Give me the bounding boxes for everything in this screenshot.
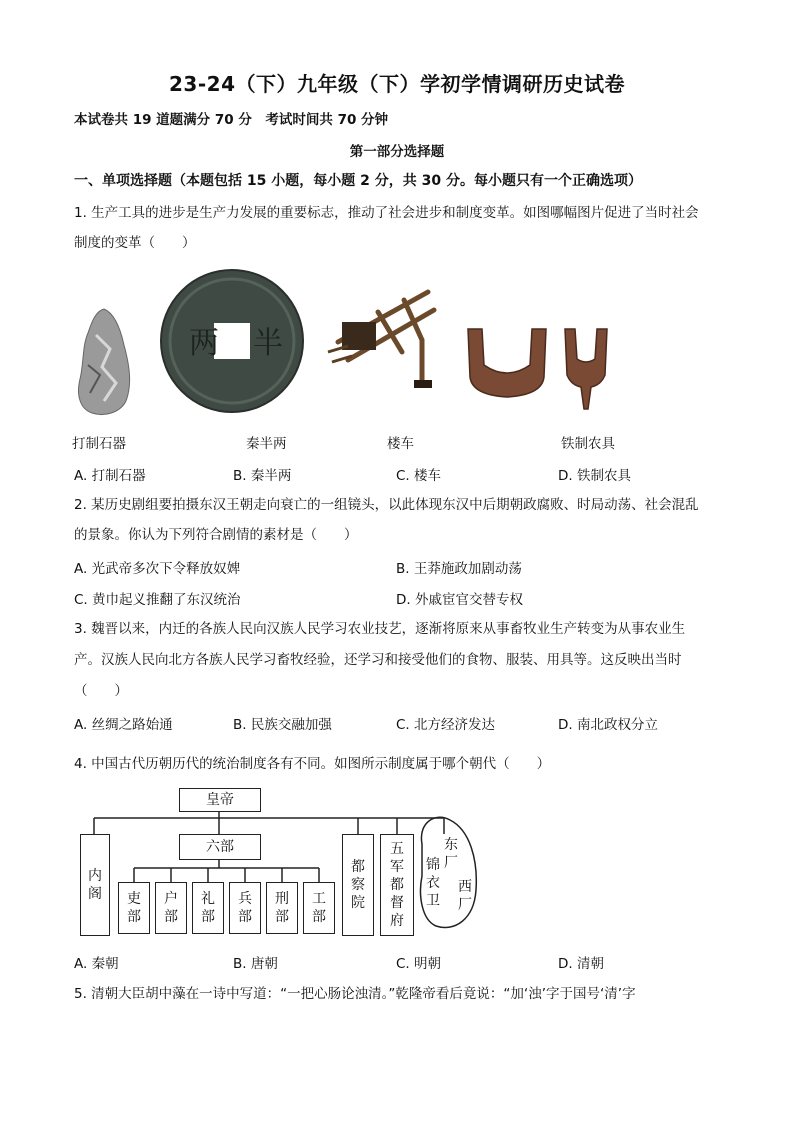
political-structure-diagram xyxy=(74,786,484,936)
q2-option-a[interactable]: A. 光武帝多次下令释放奴婢 xyxy=(74,561,241,577)
section-title: 一、单项选择题（本题包括 15 小题，每小题 2 分，共 30 分。每小题只有一个正确选项） xyxy=(74,173,642,189)
diagram-neige: 内阁 xyxy=(80,834,110,936)
q2-stem-line2: 的景象。你认为下列符合剧情的素材是（ ） xyxy=(74,527,358,543)
q4-option-d[interactable]: D. 清朝 xyxy=(558,956,604,972)
iron-tool-2-image xyxy=(561,325,611,411)
q4-option-a[interactable]: A. 秦朝 xyxy=(74,956,119,972)
diagram-xichang: 西厂 xyxy=(458,879,472,913)
caption-iron-tools: 铁制农具 xyxy=(561,436,615,452)
q2-stem-line1: 2. 某历史剧组要拍摄东汉王朝走向衰亡的一组镜头，以此体现东汉中后期朝政腐败、时局动荡、社会混乱 xyxy=(74,497,699,513)
stone-tool-image xyxy=(74,305,134,420)
diagram-ministry-rites: 礼部 xyxy=(192,882,224,934)
exam-info: 本试卷共 19 道题满分 70 分 考试时间共 70 分钟 xyxy=(74,112,389,128)
q4-stem: 4. 中国古代历朝历代的统治制度各有不同。如图所示制度属于哪个朝代（ ） xyxy=(74,756,551,772)
diagram-six-ministries: 六部 xyxy=(179,834,261,860)
q1-stem-line2: 制度的变革（ ） xyxy=(74,235,196,251)
exam-title: 23-24（下）九年级（下）学初学情调研历史试卷 xyxy=(169,72,625,96)
diagram-emperor: 皇帝 xyxy=(179,788,261,812)
diagram-duchayuan: 都察院 xyxy=(342,834,374,936)
caption-qin-coin: 秦半两 xyxy=(246,436,287,452)
q1-option-c[interactable]: C. 楼车 xyxy=(396,468,442,484)
q3-stem-line1: 3. 魏晋以来，内迁的各族人民向汉族人民学习农业技艺，逐渐将原来从事畜牧业生产转变为从事农业生 xyxy=(74,621,686,637)
part-title: 第一部分选择题 xyxy=(349,144,445,160)
q2-option-d[interactable]: D. 外戚宦官交替专权 xyxy=(396,592,523,608)
diagram-jinyiwei: 锦衣卫 xyxy=(426,857,440,909)
q4-option-b[interactable]: B. 唐朝 xyxy=(233,956,278,972)
diagram-ministry-justice: 刑部 xyxy=(266,882,298,934)
q3-stem-line2: 产。汉族人民向北方各族人民学习畜牧经验，还学习和接受他们的食物、服装、用具等。这反映出当时 xyxy=(74,652,682,668)
diagram-wujun-dudufu: 五军都督府 xyxy=(380,834,414,936)
q2-option-b[interactable]: B. 王莽施政加剧动荡 xyxy=(396,561,522,577)
iron-tool-1-image xyxy=(462,325,552,405)
q3-option-a[interactable]: A. 丝绸之路始通 xyxy=(74,717,173,733)
q3-option-b[interactable]: B. 民族交融加强 xyxy=(233,717,332,733)
diagram-ministry-personnel: 吏部 xyxy=(118,882,150,934)
q5-stem-line1: 5. 清朝大臣胡中藻在一诗中写道：“一把心肠论浊清。”乾隆帝看后竟说：“加‘浊’字于国号‘清’字 xyxy=(74,986,636,1002)
diagram-dongchang: 东厂 xyxy=(444,837,458,871)
caption-stone-tool: 打制石器 xyxy=(72,436,126,452)
q3-option-c[interactable]: C. 北方经济发达 xyxy=(396,717,496,733)
q1-option-a[interactable]: A. 打制石器 xyxy=(74,468,146,484)
caption-seed-drill: 楼车 xyxy=(387,436,414,452)
svg-text:半: 半 xyxy=(253,326,283,361)
q4-option-c[interactable]: C. 明朝 xyxy=(396,956,442,972)
qin-banliang-coin-image xyxy=(159,268,305,414)
diagram-ministry-war: 兵部 xyxy=(229,882,261,934)
q1-option-d[interactable]: D. 铁制农具 xyxy=(558,468,631,484)
q2-option-c[interactable]: C. 黄巾起义推翻了东汉统治 xyxy=(74,592,241,608)
q1-stem-line1: 1. 生产工具的进步是生产力发展的重要标志，推动了社会进步和制度变革。如图哪幅图片促进了当时社会 xyxy=(74,205,699,221)
seed-drill-image xyxy=(318,282,440,392)
q1-option-b[interactable]: B. 秦半两 xyxy=(233,468,292,484)
diagram-ministry-revenue: 户部 xyxy=(155,882,187,934)
q3-stem-line3: （ ） xyxy=(74,683,128,699)
diagram-ministry-works: 工部 xyxy=(303,882,335,934)
svg-text:两: 两 xyxy=(189,326,219,361)
q3-option-d[interactable]: D. 南北政权分立 xyxy=(558,717,658,733)
